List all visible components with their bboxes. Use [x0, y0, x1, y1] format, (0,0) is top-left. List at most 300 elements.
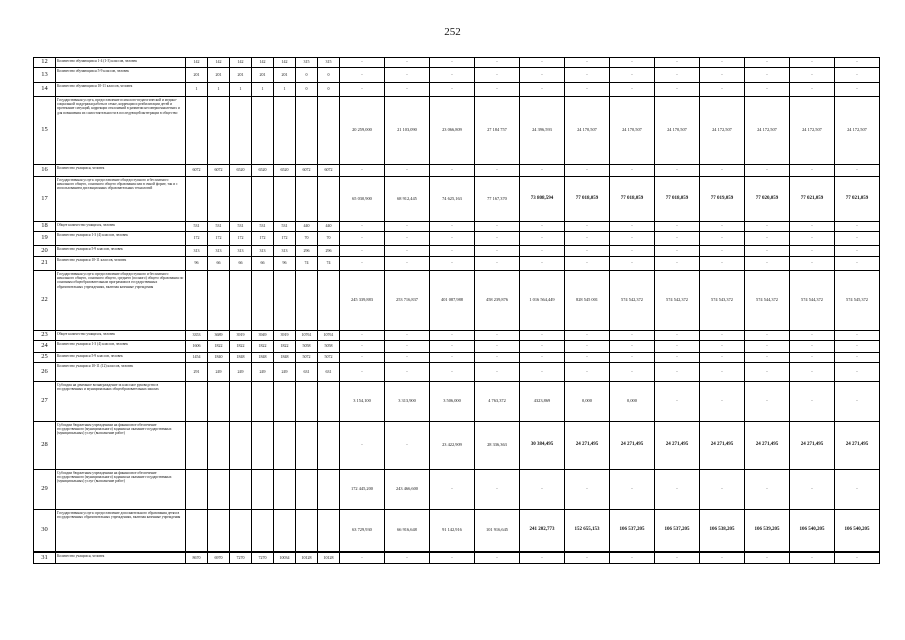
small-value-cell [274, 97, 296, 165]
small-value-cell [252, 271, 274, 331]
value-cell: - [700, 232, 745, 246]
value-cell: - [385, 363, 430, 382]
value-cell: - [340, 353, 385, 363]
small-value-cell [230, 97, 252, 165]
value-cell: - [655, 165, 700, 177]
table-row [34, 552, 880, 564]
value-cell: - [835, 68, 880, 83]
value-cell: - [475, 222, 520, 232]
value-cell: 77 018,059 [610, 177, 655, 222]
small-value-cell: 172 [274, 232, 296, 246]
row-number: 12 [34, 58, 56, 68]
value-cell: - [430, 257, 475, 271]
value-cell: - [475, 246, 520, 257]
value-cell: - [385, 68, 430, 83]
small-value-cell: 1848 [230, 353, 252, 363]
value-cell: - [745, 83, 790, 97]
small-value-cell: 7270 [230, 552, 252, 564]
small-value-cell: 66 [208, 257, 230, 271]
small-value-cell: 1822 [252, 341, 274, 353]
small-value-cell: 313 [186, 246, 208, 257]
value-cell: - [745, 246, 790, 257]
small-value-cell: 313 [274, 246, 296, 257]
value-cell: - [430, 68, 475, 83]
value-cell: 574 544,372 [790, 271, 835, 331]
value-cell: 4323,869 [520, 382, 565, 422]
table-row [34, 97, 880, 165]
small-value-cell: 249 [252, 363, 274, 382]
value-cell: - [790, 353, 835, 363]
row-description: Количество учащихся 5-9 классов, человек [56, 353, 186, 363]
row-number: 31 [34, 552, 56, 564]
value-cell: - [340, 341, 385, 353]
value-cell: 65 030,900 [340, 177, 385, 222]
row-description: Субсидии бюджетным учреждениям на финансовое обеспечение государственного (муниципального) задания на оказание государственных (муниципальных) услуг (выполнение работ) [56, 422, 186, 470]
small-value-cell [274, 271, 296, 331]
value-cell: - [565, 341, 610, 353]
row-description: Количество учащихся 1-3 (4) классов, человек [56, 232, 186, 246]
value-cell: - [520, 341, 565, 353]
value-cell: - [700, 58, 745, 68]
small-value-cell: 172 [230, 232, 252, 246]
small-value-cell [186, 470, 208, 510]
value-cell: - [520, 83, 565, 97]
value-cell: - [745, 363, 790, 382]
value-cell: - [790, 382, 835, 422]
small-value-cell [318, 271, 340, 331]
small-value-cell: 1822 [230, 341, 252, 353]
small-value-cell: 6072 [208, 165, 230, 177]
small-value-cell: 6520 [274, 165, 296, 177]
value-cell: 241 202,773 [520, 510, 565, 552]
small-value-cell: 10128 [296, 552, 318, 564]
value-cell: - [340, 232, 385, 246]
small-value-cell: 6520 [230, 165, 252, 177]
value-cell: - [700, 353, 745, 363]
value-cell: - [700, 331, 745, 341]
value-cell: 20 259,000 [340, 97, 385, 165]
small-value-cell: 5072 [296, 353, 318, 363]
value-cell: - [340, 83, 385, 97]
small-value-cell: 1606 [186, 341, 208, 353]
row-number: 27 [34, 382, 56, 422]
value-cell: - [520, 165, 565, 177]
value-cell: - [565, 470, 610, 510]
value-cell: - [475, 363, 520, 382]
value-cell: - [520, 68, 565, 83]
value-cell: - [565, 257, 610, 271]
small-value-cell: 74 [318, 257, 340, 271]
value-cell: 24 396,593 [520, 97, 565, 165]
value-cell: - [475, 353, 520, 363]
value-cell: - [655, 58, 700, 68]
page-number: 252 [444, 26, 461, 38]
small-value-cell: 74 [296, 257, 318, 271]
value-cell: 24 271,495 [790, 422, 835, 470]
value-cell: - [745, 331, 790, 341]
value-cell: 77 021,059 [835, 177, 880, 222]
value-cell: 77 020,059 [745, 177, 790, 222]
value-cell: 24 170,507 [655, 97, 700, 165]
value-cell: - [430, 341, 475, 353]
small-value-cell [230, 177, 252, 222]
value-cell: - [790, 341, 835, 353]
value-cell: - [745, 552, 790, 564]
value-cell: - [340, 68, 385, 83]
small-value-cell [252, 382, 274, 422]
value-cell: - [655, 470, 700, 510]
value-cell: 77 018,059 [565, 177, 610, 222]
value-cell: - [835, 552, 880, 564]
value-cell: - [700, 246, 745, 257]
value-cell: - [430, 470, 475, 510]
value-cell: - [790, 232, 835, 246]
value-cell: - [610, 222, 655, 232]
value-cell: - [700, 222, 745, 232]
value-cell: - [835, 257, 880, 271]
row-description: Количество учащихся, человек [56, 165, 186, 177]
small-value-cell: 0 [296, 68, 318, 83]
small-value-cell: 313 [208, 246, 230, 257]
small-value-cell: 142 [274, 58, 296, 68]
small-value-cell: 201 [252, 68, 274, 83]
value-cell: - [520, 331, 565, 341]
value-cell: 23 066,809 [430, 97, 475, 165]
value-cell: - [655, 83, 700, 97]
value-cell: 106 537,205 [610, 510, 655, 552]
small-value-cell [230, 422, 252, 470]
small-value-cell [186, 510, 208, 552]
value-cell: 1 016 564,449 [520, 271, 565, 331]
small-value-cell: 70 [296, 232, 318, 246]
value-cell: - [340, 552, 385, 564]
small-value-cell: 1848 [274, 353, 296, 363]
small-value-cell [230, 510, 252, 552]
small-value-cell: 6520 [252, 165, 274, 177]
row-number: 30 [34, 510, 56, 552]
row-description: Общее количество учащихся, человек [56, 331, 186, 341]
value-cell: 574 542,372 [610, 271, 655, 331]
value-cell: - [475, 257, 520, 271]
value-cell: 0,000 [565, 382, 610, 422]
table-row [34, 165, 880, 177]
value-cell: - [790, 83, 835, 97]
value-cell: 828 545 001 [565, 271, 610, 331]
value-cell: 24 271,495 [835, 422, 880, 470]
row-description: Государственная услуга: предоставление дополнительного образования детям в государственных образовательных учреждениях, включая казенные учреждения [56, 510, 186, 552]
small-value-cell [296, 271, 318, 331]
small-value-cell: 0 [318, 83, 340, 97]
small-value-cell [296, 510, 318, 552]
value-cell: 4 763,372 [475, 382, 520, 422]
value-cell: 0,000 [610, 382, 655, 422]
value-cell: 30 384,495 [520, 422, 565, 470]
small-value-cell [318, 422, 340, 470]
value-cell: - [430, 58, 475, 68]
value-cell: - [340, 363, 385, 382]
value-cell: 24 271,495 [655, 422, 700, 470]
small-value-cell [318, 177, 340, 222]
table-row [34, 331, 880, 341]
value-cell: 24 271,495 [700, 422, 745, 470]
value-cell: - [520, 353, 565, 363]
small-value-cell: 6072 [296, 165, 318, 177]
value-cell: - [475, 331, 520, 341]
small-value-cell [252, 177, 274, 222]
small-value-cell: 142 [252, 58, 274, 68]
value-cell: - [520, 232, 565, 246]
value-cell: - [385, 165, 430, 177]
table-row [34, 363, 880, 382]
value-cell: - [790, 363, 835, 382]
value-cell: - [475, 470, 520, 510]
value-cell: - [565, 68, 610, 83]
value-cell: - [835, 382, 880, 422]
small-value-cell: 3689 [208, 331, 230, 341]
small-value-cell [208, 510, 230, 552]
value-cell: - [520, 222, 565, 232]
value-cell: - [835, 58, 880, 68]
value-cell: 91 142,916 [430, 510, 475, 552]
value-cell: - [790, 58, 835, 68]
table-row [34, 83, 880, 97]
small-value-cell: 7270 [252, 552, 274, 564]
small-value-cell: 1 [208, 83, 230, 97]
value-cell: - [835, 341, 880, 353]
value-cell: 77 018,059 [655, 177, 700, 222]
row-description: Количество учащихся 5-9 классов, человек [56, 246, 186, 257]
row-description: Количество обучающихся 5-9 классов, человек [56, 68, 186, 83]
small-value-cell [208, 177, 230, 222]
value-cell: - [385, 246, 430, 257]
small-value-cell [252, 470, 274, 510]
value-cell: - [565, 83, 610, 97]
small-value-cell [318, 97, 340, 165]
value-cell: - [475, 552, 520, 564]
value-cell: - [835, 353, 880, 363]
value-cell: - [385, 232, 430, 246]
row-description: Количество учащихся, человек [56, 552, 186, 564]
small-value-cell: 5072 [318, 353, 340, 363]
value-cell: 574 543,372 [700, 271, 745, 331]
value-cell: 106 538,205 [700, 510, 745, 552]
value-cell: - [610, 552, 655, 564]
small-value-cell [296, 382, 318, 422]
table-row [34, 353, 880, 363]
value-cell: - [565, 222, 610, 232]
small-value-cell [208, 382, 230, 422]
small-value-cell: 291 [186, 363, 208, 382]
value-cell: - [655, 68, 700, 83]
value-cell: 23 422,909 [430, 422, 475, 470]
value-cell: - [385, 331, 430, 341]
small-value-cell: 1840 [208, 353, 230, 363]
small-value-cell: 531 [274, 222, 296, 232]
value-cell: 574 545,372 [835, 271, 880, 331]
small-value-cell: 66 [252, 257, 274, 271]
small-value-cell [186, 177, 208, 222]
row-number: 22 [34, 271, 56, 331]
small-value-cell [208, 422, 230, 470]
value-cell: - [790, 257, 835, 271]
small-value-cell: 1454 [186, 353, 208, 363]
small-value-cell: 315 [318, 58, 340, 68]
value-cell: - [745, 353, 790, 363]
table-row [34, 470, 880, 510]
small-value-cell [274, 382, 296, 422]
small-value-cell [318, 470, 340, 510]
value-cell: - [610, 232, 655, 246]
small-value-cell: 142 [208, 58, 230, 68]
value-cell: - [835, 470, 880, 510]
value-cell: 574 542,372 [655, 271, 700, 331]
row-number: 19 [34, 232, 56, 246]
row-description: Субсидии бюджетным учреждениям на финансовое обеспечение государственного (муниципального) задания на оказание государственных (муниципальных) услуг (выполнение работ) [56, 470, 186, 510]
value-cell: - [565, 363, 610, 382]
value-cell: - [835, 331, 880, 341]
value-cell: - [340, 222, 385, 232]
value-cell: 66 916,648 [385, 510, 430, 552]
small-value-cell [274, 177, 296, 222]
value-cell: - [340, 422, 385, 470]
value-cell: - [655, 552, 700, 564]
small-value-cell: 631 [318, 363, 340, 382]
small-value-cell [274, 422, 296, 470]
value-cell: - [610, 83, 655, 97]
small-value-cell: 1 [186, 83, 208, 97]
small-value-cell [318, 510, 340, 552]
row-description: Количество обучающихся 1-4 (1-3) классов, человек [56, 58, 186, 68]
small-value-cell [208, 470, 230, 510]
row-number: 16 [34, 165, 56, 177]
value-cell: 24 170,507 [610, 97, 655, 165]
value-cell: - [385, 341, 430, 353]
row-number: 21 [34, 257, 56, 271]
value-cell: - [475, 341, 520, 353]
value-cell: 77 167,370 [475, 177, 520, 222]
value-cell: 63 729,930 [340, 510, 385, 552]
value-cell: 3 313,900 [385, 382, 430, 422]
value-cell: - [835, 363, 880, 382]
value-cell: - [430, 165, 475, 177]
row-description: Субсидия на денежное вознаграждение за классное руководство в государственных и муниципальных общеобразовательных школах [56, 382, 186, 422]
value-cell: - [565, 232, 610, 246]
value-cell: - [385, 58, 430, 68]
value-cell: - [790, 552, 835, 564]
value-cell: - [385, 83, 430, 97]
small-value-cell: 3949 [252, 331, 274, 341]
value-cell: - [790, 470, 835, 510]
small-value-cell [296, 97, 318, 165]
value-cell: - [430, 246, 475, 257]
value-cell: - [655, 363, 700, 382]
value-cell: - [655, 232, 700, 246]
value-cell: - [610, 331, 655, 341]
value-cell: 77 019,059 [700, 177, 745, 222]
small-value-cell [208, 97, 230, 165]
value-cell: - [385, 353, 430, 363]
value-cell: - [745, 232, 790, 246]
value-cell: - [565, 552, 610, 564]
value-cell: - [700, 341, 745, 353]
value-cell: - [565, 353, 610, 363]
row-number: 28 [34, 422, 56, 470]
value-cell: 24 172,507 [835, 97, 880, 165]
value-cell: - [340, 246, 385, 257]
value-cell: - [745, 257, 790, 271]
value-cell: - [745, 470, 790, 510]
small-value-cell: 249 [274, 363, 296, 382]
value-cell: 3 506,000 [430, 382, 475, 422]
row-description: Количество учащихся 10-11 классов, человек [56, 257, 186, 271]
value-cell: 24 172,507 [745, 97, 790, 165]
value-cell: 24 271,495 [565, 422, 610, 470]
row-number: 20 [34, 246, 56, 257]
value-cell: 21 103,090 [385, 97, 430, 165]
value-cell: - [610, 363, 655, 382]
small-value-cell: 296 [296, 246, 318, 257]
value-cell: 401 087,988 [430, 271, 475, 331]
small-value-cell: 249 [208, 363, 230, 382]
row-description: Государственная услуга: предоставление общедоступного и бесплатного начального общего, основного общего, среднего (полного) общего образования по основным общеобразовательным программам в государственных образовательных учреждениях, включая казенные учреждения [56, 271, 186, 331]
small-value-cell: 313 [230, 246, 252, 257]
value-cell: 24 271,495 [745, 422, 790, 470]
value-cell: - [835, 165, 880, 177]
small-value-cell: 5058 [318, 341, 340, 353]
value-cell: 68 912,445 [385, 177, 430, 222]
small-value-cell: 201 [230, 68, 252, 83]
small-value-cell: 296 [318, 246, 340, 257]
small-value-cell: 10034 [274, 552, 296, 564]
value-cell: - [790, 165, 835, 177]
small-value-cell: 66 [230, 257, 252, 271]
value-cell: - [610, 68, 655, 83]
value-cell: 574 544,372 [745, 271, 790, 331]
value-cell: 253 716,837 [385, 271, 430, 331]
small-value-cell: 172 [252, 232, 274, 246]
value-cell: - [565, 246, 610, 257]
value-cell: 106 539,205 [745, 510, 790, 552]
value-cell: - [565, 331, 610, 341]
value-cell: - [430, 363, 475, 382]
small-value-cell: 631 [296, 363, 318, 382]
value-cell: - [520, 552, 565, 564]
value-cell: - [790, 222, 835, 232]
value-cell: - [475, 58, 520, 68]
small-value-cell [296, 470, 318, 510]
small-value-cell: 172 [186, 232, 208, 246]
budget-table [33, 57, 880, 564]
row-description: Количество учащихся 10-11 (12) классов, человек [56, 363, 186, 382]
small-value-cell: 1822 [274, 341, 296, 353]
small-value-cell: 201 [186, 68, 208, 83]
small-value-cell: 70 [318, 232, 340, 246]
value-cell: 243 466,600 [385, 470, 430, 510]
value-cell: - [835, 232, 880, 246]
small-value-cell: 96 [186, 257, 208, 271]
value-cell: 24 170,507 [565, 97, 610, 165]
value-cell: - [610, 341, 655, 353]
small-value-cell [230, 382, 252, 422]
value-cell: - [430, 353, 475, 363]
value-cell: - [520, 470, 565, 510]
small-value-cell: 440 [318, 222, 340, 232]
value-cell: - [340, 165, 385, 177]
value-cell: - [745, 222, 790, 232]
small-value-cell: 10128 [318, 552, 340, 564]
table-row [34, 58, 880, 68]
small-value-cell [252, 422, 274, 470]
